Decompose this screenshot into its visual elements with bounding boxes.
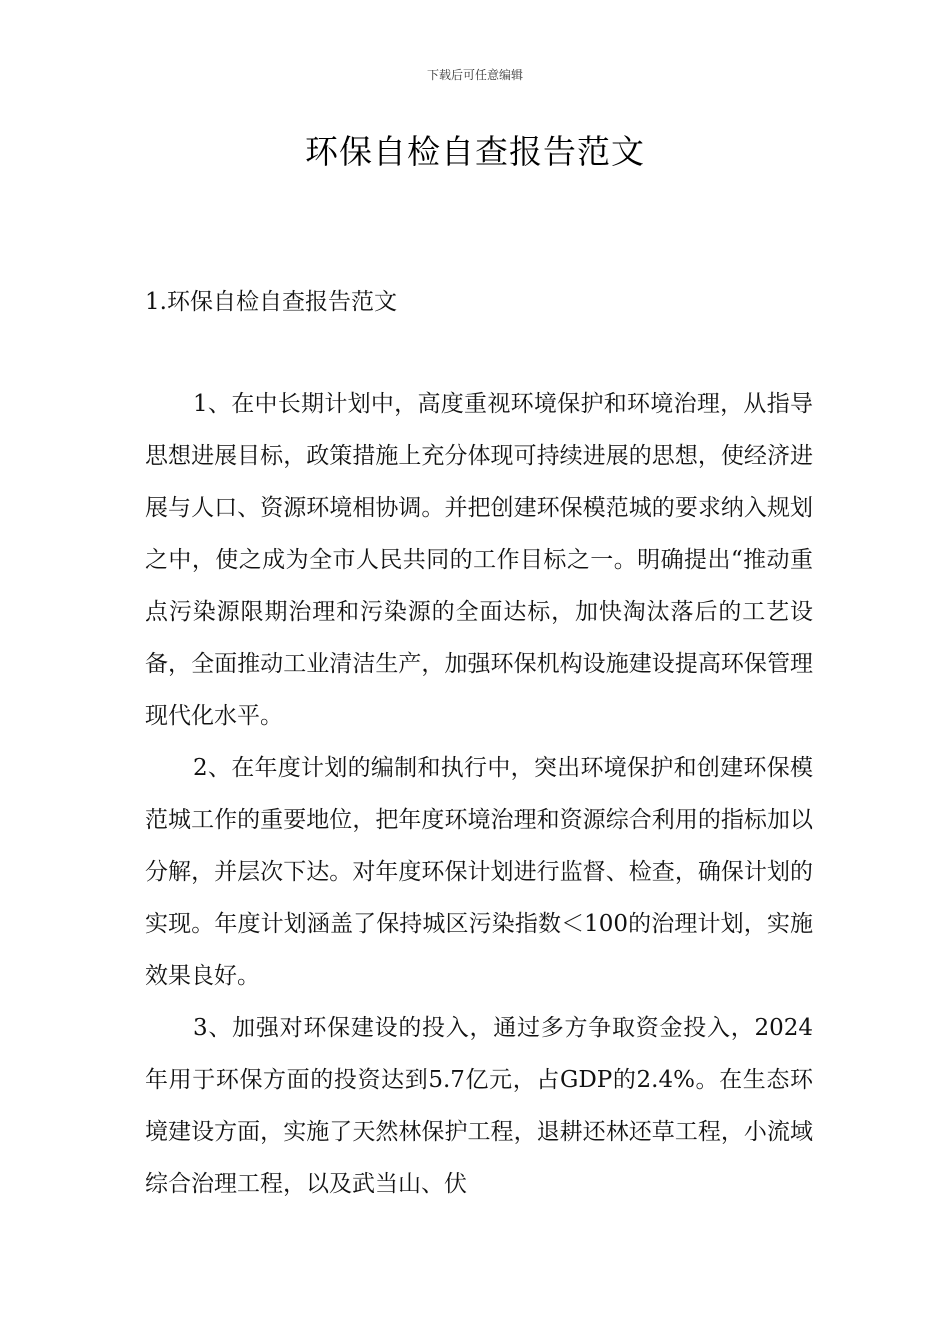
document-title: 环保自检自查报告范文 xyxy=(305,132,645,171)
page-header-note: 下载后可任意编辑 xyxy=(426,68,523,82)
paragraph-2: 2、在年度计划的编制和执行中，突出环境保护和创建环保模范城工作的重要地位，把年度环境治理和资源综合利用的指标加以分解，并层次下达。对年度环保计划进行监督、检查，确保计划的实现。年度计划涵盖了保持城区污染指数＜100的治理计划，实施效果良好。 xyxy=(145,755,813,989)
paragraph-1: 1、在中长期计划中，高度重视环境保护和环境治理，从指导思想进展目标，政策措施上充分体现可持续进展的思想，使经济进展与人口、资源环境相协调。并把创建环保模范城的要求纳入规划之中，使之成为全市人民共同的工作目标之一。明确提出“推动重点污染源限期治理和污染源的全面达标，加快淘汰落后的工艺设备，全面推动工业清洁生产，加强环保机构设施建设提高环保管理现代化水平。 xyxy=(145,391,813,729)
section-heading: 1.环保自检自查报告范文 xyxy=(145,289,397,315)
document-body xyxy=(145,378,813,1210)
paragraph-3: 3、加强对环保建设的投入，通过多方争取资金投入，2024年用于环保方面的投资达到5.7亿元，占GDP的2.4%。在生态环境建设方面，实施了天然林保护工程，退耕还林还草工程，小流域综合治理工程，以及武当山、伏 xyxy=(145,1015,813,1197)
